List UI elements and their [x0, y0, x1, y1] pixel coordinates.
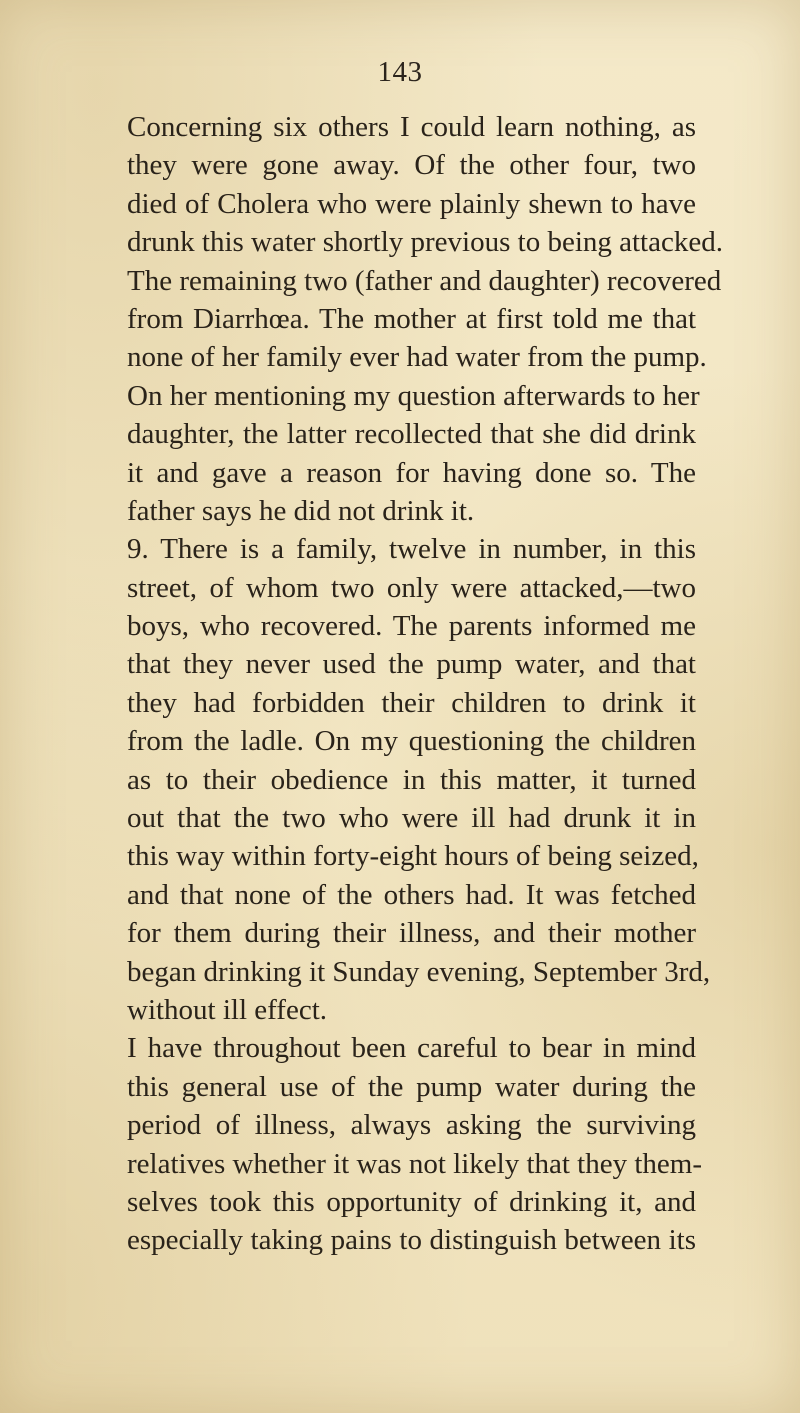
text-line: they had forbidden their children to drink it [127, 686, 696, 719]
text-line: selves took this opportunity of drinking it, and [127, 1185, 696, 1218]
text-line: they were gone away. Of the other four, two [127, 149, 696, 182]
text-line: it and gave a reason for having done so. The [127, 456, 696, 489]
text-line: this general use of the pump water during the [127, 1070, 696, 1103]
text-line: that they never used the pump water, and that [127, 648, 696, 681]
text-line: I have throughout been careful to bear in mind [127, 1032, 696, 1065]
text-line: for them during their illness, and their mother [127, 917, 696, 950]
text-line: relatives whether it was not likely that they them- [127, 1147, 703, 1180]
text-line: began drinking it Sunday evening, September 3rd, [127, 955, 711, 988]
text-line: died of Cholera who were plainly shewn to have [127, 187, 696, 220]
text-line: this way within forty-eight hours of being seized, [127, 840, 699, 873]
text-line: daughter, the latter recollected that she did drink [127, 418, 696, 451]
text-line: boys, who recovered. The parents informed me [127, 610, 696, 643]
body-text [127, 108, 723, 1260]
text-line: 9. There is a family, twelve in number, in this [127, 533, 696, 566]
text-line: out that the two who were ill had drunk it in [127, 802, 696, 835]
text-line: none of her family ever had water from the pump. [127, 341, 707, 374]
text-line: as to their obedience in this matter, it turned [127, 763, 696, 796]
page-number: 143 [377, 56, 423, 88]
text-line: street, of whom two only were attacked,—two [127, 571, 696, 604]
text-line: and that none of the others had. It was fetched [127, 878, 696, 911]
text-line: On her mentioning my question afterwards to her [127, 379, 700, 412]
text-line: The remaining two (father and daughter) recovered [127, 264, 722, 297]
text-line: from Diarrhœa. The mother at first told me that [127, 302, 696, 335]
text-line: from the ladle. On my questioning the children [127, 725, 696, 758]
text-line: especially taking pains to distinguish between its [127, 1224, 696, 1257]
text-line: period of illness, always asking the surviving [127, 1109, 696, 1142]
text-line: without ill effect. [127, 993, 327, 1026]
text-line: father says he did not drink it. [127, 494, 475, 527]
text-line: Concerning six others I could learn nothing, as [127, 111, 696, 143]
text-line: drunk this water shortly previous to being attacked. [127, 226, 723, 259]
